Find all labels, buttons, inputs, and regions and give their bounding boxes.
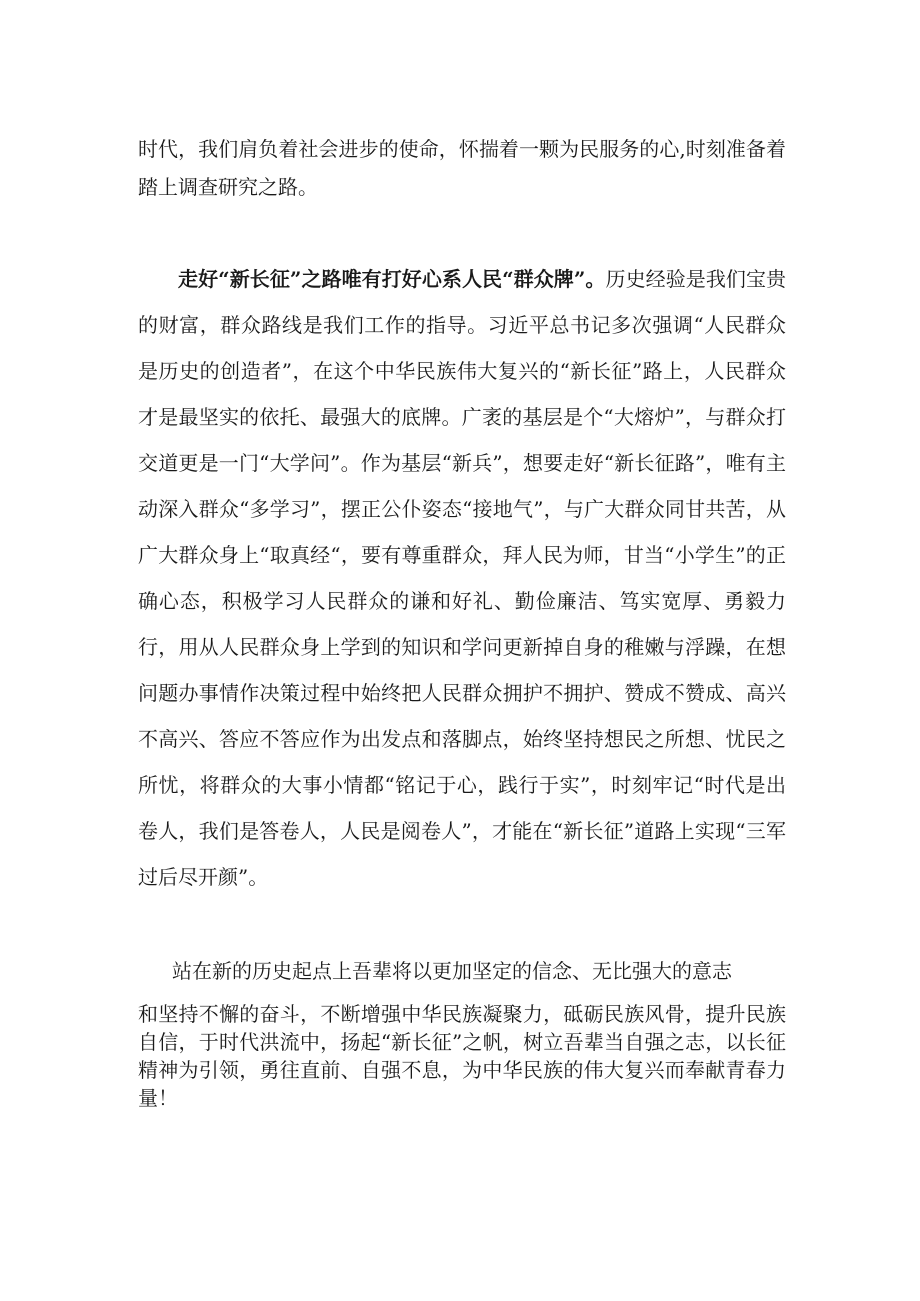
paragraph-2: [138, 256, 786, 900]
paragraph-3-first-line-text: 站在新的历史起点上吾辈将以更加坚定的信念、无比强大的意志: [172, 959, 732, 983]
paragraph-3-continuation-text: 和坚持不懈的奋斗，不断增强中华民族凝聚力，砥砺民族风骨，提升民族自信，于时代洪流中，扬起“新长征”之帆，树立吾辈当自强之志，以长征精神为引领，勇往直前、自强不息，为中华民族的伟大复兴而奉献青春力量！: [138, 1002, 786, 1110]
paragraph-2-heading: 走好“新长征”之路唯有打好心系人民“群众牌”。: [178, 267, 606, 291]
paragraph-1: [138, 130, 786, 206]
paragraph-1-text: 时代，我们肩负着社会进步的使命，怀揣着一颗为民服务的心,时刻准备着踏上调查研究之路。: [138, 137, 786, 199]
paragraph-3-first-line: [172, 956, 786, 986]
paragraph-3-continuation: [138, 1000, 786, 1112]
paragraph-2-body: 历史经验是我们宝贵的财富，群众路线是我们工作的指导。习近平总书记多次强调“人民群众是历史的创造者”，在这个中华民族伟大复兴的“新长征”路上，人民群众才是最坚实的依托、最强大的底牌。广袤的基层是个“大熔炉”，与群众打交道更是一门“大学问”。作为基层“新兵”，想要走好“新长征路”，唯有主动深入群众“多学习”，摆正公仆姿态“接地气”，与广大群众同甘共苦，从广大群众身上“取真经“，要有尊重群众，拜人民为师，甘当“小学生”的正确心态，积极学习人民群众的谦和好礼、勤俭廉洁、笃实宽厚、勇毅力行，用从人民群众身上学到的知识和学问更新掉自身的稚嫩与浮躁，在想问题办事情作决策过程中始终把人民群众拥护不拥护、赞成不赞成、高兴不高兴、答应不答应作为出发点和落脚点，始终坚持想民之所想、忧民之所忧，将群众的大事小情都“铭记于心，践行于实”，时刻牢记“时代是出卷人，我们是答卷人，人民是阅卷人”，才能在“新长征”道路上实现“三军过后尽开颜”。: [138, 267, 787, 889]
